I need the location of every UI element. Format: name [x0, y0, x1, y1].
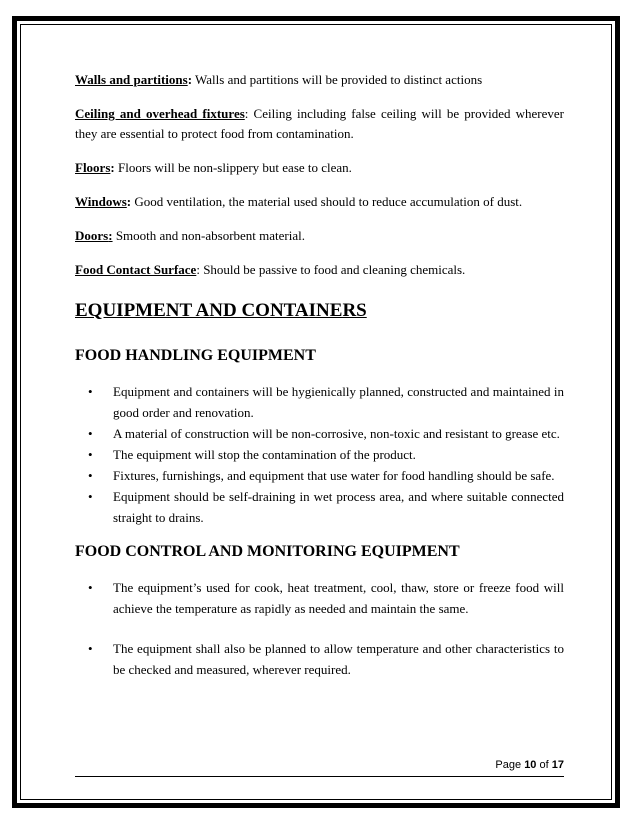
- list-item: [75, 638, 564, 680]
- list-item-text: A material of construction will be non-corrosive, non-toxic and resistant to grease etc.: [113, 426, 560, 441]
- document-body: [75, 70, 564, 699]
- page-number: [495, 759, 564, 771]
- paragraph-label: Ceiling and overhead fixtures: [75, 106, 245, 121]
- paragraph-floors: [75, 158, 564, 178]
- heading-food-control: FOOD CONTROL AND MONITORING EQUIPMENT: [75, 543, 460, 560]
- paragraph-text: Floors will be non-slippery but ease to clean.: [114, 160, 352, 175]
- list-item-text: Fixtures, furnishings, and equipment that use water for food handling should be safe.: [113, 468, 555, 483]
- label-separator: :: [108, 228, 113, 243]
- list-item: [75, 444, 564, 465]
- list-item: [75, 465, 564, 486]
- list-item-text: The equipment shall also be planned to allow temperature and other characteristics to be checked and measured, wherever required.: [113, 641, 564, 677]
- bullet-icon: •: [88, 426, 93, 441]
- handling-bullet-list: [75, 381, 564, 528]
- paragraph-label: Doors: [75, 228, 109, 243]
- page-word: Page: [495, 759, 522, 771]
- of-word: of: [539, 759, 549, 771]
- paragraph-walls: [75, 70, 564, 90]
- bullet-icon: •: [88, 384, 93, 399]
- paragraph-doors: [75, 226, 564, 246]
- label-separator: :: [110, 160, 115, 175]
- label-separator: :: [126, 194, 132, 209]
- list-item: [75, 381, 564, 423]
- paragraph-food-contact: [75, 260, 564, 280]
- paragraph-text: Good ventilation, the material used should to reduce accumulation of dust.: [131, 194, 523, 209]
- paragraph-windows: [75, 192, 564, 212]
- control-bullet-list: [75, 577, 564, 680]
- paragraph-text: Should be passive to food and cleaning chemicals.: [199, 262, 466, 277]
- list-item-text: Equipment should be self-draining in wet process area, and where suitable connected straight to drains.: [113, 489, 564, 525]
- heading-food-handling: FOOD HANDLING EQUIPMENT: [75, 347, 316, 364]
- page-current: 10: [524, 759, 537, 771]
- label-separator: :: [196, 262, 200, 277]
- paragraph-text: Ceiling including false ceiling will be provided wherever they are essential to protect food from contamination.: [75, 106, 564, 141]
- section-title: EQUIPMENT AND CONTAINERS: [75, 300, 367, 321]
- paragraph-label: Food Contact Surface: [75, 262, 197, 277]
- label-separator: :: [244, 106, 249, 121]
- list-item: [75, 577, 564, 619]
- label-separator: :: [187, 72, 193, 87]
- list-item-text: The equipment will stop the contamination of the product.: [113, 447, 416, 462]
- paragraph-text: Smooth and non-absorbent material.: [112, 228, 305, 243]
- bullet-icon: •: [88, 447, 93, 462]
- paragraph-label: Floors: [75, 160, 111, 175]
- list-item: [75, 486, 564, 528]
- paragraph-ceiling: [75, 104, 564, 144]
- bullet-icon: •: [88, 468, 93, 483]
- footer-rule: [75, 776, 564, 777]
- bullet-icon: •: [88, 580, 93, 595]
- bullet-icon: •: [88, 641, 93, 656]
- list-item: [75, 423, 564, 444]
- paragraph-text: Walls and partitions will be provided to distinct actions: [192, 72, 483, 87]
- list-item-text: Equipment and containers will be hygienically planned, constructed and maintained in good order and renovation.: [113, 384, 564, 420]
- paragraph-label: Walls and partitions: [75, 72, 188, 87]
- bullet-icon: •: [88, 489, 93, 504]
- list-item-text: The equipment’s used for cook, heat treatment, cool, thaw, store or freeze food will achieve the temperature as rapidly as needed and maintain the same.: [113, 580, 564, 616]
- paragraph-label: Windows: [75, 194, 127, 209]
- page-total: 17: [551, 759, 564, 771]
